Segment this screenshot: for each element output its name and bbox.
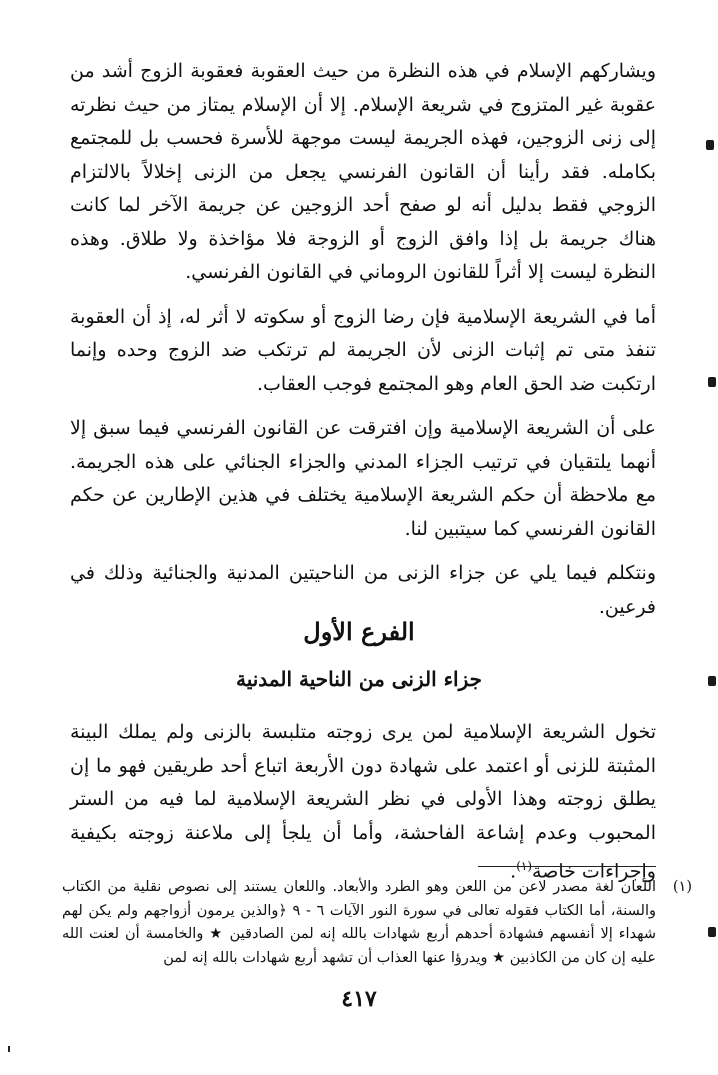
section-subtitle: جزاء الزنى من الناحية المدنية <box>235 667 482 691</box>
margin-mark <box>708 377 716 387</box>
footnote-number: (١) <box>672 879 692 895</box>
footnote-divider <box>478 866 656 867</box>
footnote <box>62 876 692 970</box>
margin-mark <box>708 927 716 937</box>
paragraph-3: على أن الشريعة الإسلامية وإن افترقت عن القانون الفرنسي فيما سبق إلا أنهما يلتقيان في ترتيب الجزاء المدني والجزاء الجنائي على هذه الجريمة. مع ملاحظة أن حكم الشريعة الإسلامية يختلف في هذين الإطارين عن حكم القانون الفرنسي كما سيتبين لنا. <box>70 417 656 540</box>
scan-speck <box>8 1046 10 1052</box>
paragraph-2: أما في الشريعة الإسلامية فإن رضا الزوج أو سكوته لا أثر له، إذ أن العقوبة تنفذ متى تم إثبات الزنى لأن الجريمة لم ترتكب ضد الزوج وحده وإنما ارتكبت ضد الحق العام وهو المجتمع فوجب العقاب. <box>70 305 656 395</box>
footnote-reference: (١) <box>516 859 533 873</box>
section-text <box>70 716 656 900</box>
paragraph-4: ونتكلم فيما يلي عن جزاء الزنى من الناحيتين المدنية والجنائية وذلك في فرعين. <box>70 562 656 618</box>
body-text <box>70 55 656 635</box>
branch-title: الفرع الأول <box>303 617 415 646</box>
margin-mark <box>706 140 714 150</box>
section-paragraph-text: تخول الشريعة الإسلامية لمن يرى زوجته متلبسة بالزنى ولم يملك البينة المثبتة للزنى أو اعتمد على شهادة دون الأربعة اتباع أحد طريقين فهو ما إن يطلق زوجته وهذا الأولى في نظر الشريعة الإسلامية لما فيه من الستر المحبوب وعدم إشاعة الفاحشة، وأما أن يلجأ إلى ملاعنة زوجته بكيفية وإجراءات خاصة <box>70 721 656 883</box>
section-paragraph <box>70 716 656 889</box>
paragraph-1: ويشاركهم الإسلام في هذه النظرة من حيث العقوبة فعقوبة الزوج أشد من عقوبة غير المتزوج في شريعة الإسلام. إلا أن الإسلام يمتاز من حيث نظرته إلى زنى الزوجين، فهذه الجريمة ليست موجهة للأسرة فحسب بل للمجتمع بكامله. فقد رأينا أن القانون الفرنسي يجعل من الزنى إخلالاً بالالتزام الزوجي فقط بدليل أنه لو صفح أحد الزوجين عن جريمة الآخر لما كانت هناك جريمة بل إذا وافق الزوج أو الزوجة فلا مؤاخذة ولا طلاق. وهذه النظرة ليست إلا أثراً للقانون الروماني في القانون الفرنسي. <box>70 60 656 283</box>
page-number: ٤١٧ <box>341 986 377 1012</box>
footnote-text: اللعان لغة مصدر لاعن من اللعن وهو الطرد والأبعاد. واللعان يستند إلى نصوص نقلية من الكتاب والسنة، أما الكتاب فقوله تعالى في سورة النور الآيات ٦ - ٩ ﴿والذين يرمون أزواجهم ولم يكن لهم شهداء إلا أنفسهم فشهادة أحدهم أربع شهادات بالله إنه لمن الصادقين ★ والخامسة أن لعنت الله عليه إن كان من الكاذبين ★ ويدرؤا عنها العذاب أن تشهد أربع شهادات بالله إنه لمن <box>62 879 656 966</box>
margin-mark <box>708 676 716 686</box>
section-paragraph-end: . <box>510 860 517 883</box>
